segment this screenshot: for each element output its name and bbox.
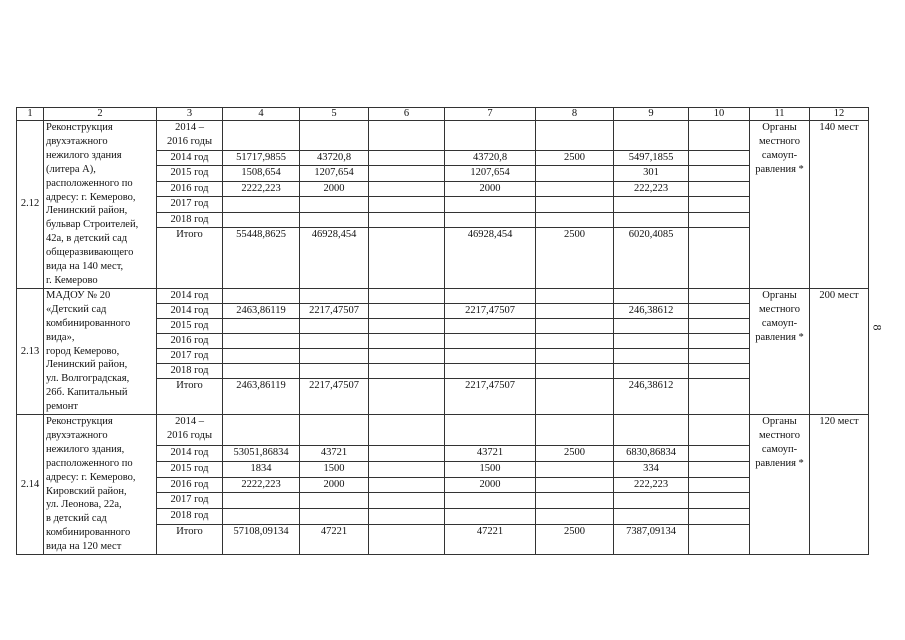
value-cell-8 xyxy=(536,461,614,477)
value-cell-5: 43720,8 xyxy=(300,150,369,166)
description-line: 42а, в детский сад xyxy=(46,233,128,245)
value-cell-9 xyxy=(614,415,689,446)
value-cell-4: 2463,86119 xyxy=(223,378,300,414)
value-cell-7 xyxy=(445,197,536,213)
value-cell-6 xyxy=(369,288,445,303)
description-line: Ленинский район, xyxy=(46,359,128,371)
value-cell-5 xyxy=(300,333,369,348)
value-cell-8 xyxy=(536,333,614,348)
value-cell-6 xyxy=(369,333,445,348)
item-number: 2.13 xyxy=(17,288,44,414)
value-cell-8: 2500 xyxy=(536,525,614,555)
description-line: вида на 140 мест, xyxy=(46,261,124,273)
value-cell-7 xyxy=(445,415,536,446)
value-cell-5: 2217,47507 xyxy=(300,378,369,414)
period-cell: 2014 – 2016 годы xyxy=(157,415,223,446)
table-row xyxy=(17,288,869,303)
value-cell-9 xyxy=(614,493,689,509)
value-cell-7: 1500 xyxy=(445,461,536,477)
description-line: нежилого здания xyxy=(46,149,122,161)
value-cell-6 xyxy=(369,493,445,509)
value-cell-6 xyxy=(369,348,445,363)
authority-line: равления * xyxy=(755,457,804,469)
value-cell-8 xyxy=(536,121,614,151)
value-cell-5 xyxy=(300,363,369,378)
value-cell-9 xyxy=(614,212,689,228)
value-cell-5: 2000 xyxy=(300,477,369,493)
value-cell-9 xyxy=(614,197,689,213)
period-cell: 2016 год xyxy=(157,477,223,493)
value-cell-7 xyxy=(445,348,536,363)
period-cell: 2018 год xyxy=(157,363,223,378)
period-cell: 2014 год xyxy=(157,445,223,461)
value-cell-10 xyxy=(689,197,750,213)
table-row xyxy=(17,415,869,446)
period-cell: Итого xyxy=(157,378,223,414)
value-cell-10 xyxy=(689,378,750,414)
value-cell-8 xyxy=(536,197,614,213)
object-description xyxy=(44,121,157,289)
value-cell-8 xyxy=(536,348,614,363)
authority-line: местного xyxy=(759,135,800,147)
capacity-cell: 120 мест xyxy=(810,415,869,555)
description-line: общеразвивающего xyxy=(46,247,134,259)
column-number: 10 xyxy=(689,108,750,121)
value-cell-10 xyxy=(689,121,750,151)
description-line: комбинированного xyxy=(46,317,131,329)
authority-line: Органы xyxy=(762,289,797,301)
value-cell-10 xyxy=(689,525,750,555)
description-line: ул. Леонова, 22а, xyxy=(46,499,122,511)
value-cell-5 xyxy=(300,509,369,525)
responsible-authority xyxy=(750,121,810,289)
period-cell: 2018 год xyxy=(157,509,223,525)
value-cell-9: 5497,1855 xyxy=(614,150,689,166)
description-line: 26б. Капитальный xyxy=(46,387,128,399)
value-cell-10 xyxy=(689,166,750,182)
period-cell: 2014 – 2016 годы xyxy=(157,121,223,151)
responsible-authority xyxy=(750,288,810,414)
value-cell-6 xyxy=(369,197,445,213)
value-cell-6 xyxy=(369,378,445,414)
period-cell: 2014 год xyxy=(157,303,223,318)
value-cell-9: 222,223 xyxy=(614,181,689,197)
value-cell-5 xyxy=(300,318,369,333)
value-cell-9: 246,38612 xyxy=(614,378,689,414)
value-cell-8: 2500 xyxy=(536,228,614,288)
value-cell-7: 2217,47507 xyxy=(445,378,536,414)
value-cell-10 xyxy=(689,415,750,446)
description-line: вида», xyxy=(46,331,75,343)
value-cell-6 xyxy=(369,318,445,333)
value-cell-9: 6830,86834 xyxy=(614,445,689,461)
value-cell-9 xyxy=(614,363,689,378)
value-cell-5 xyxy=(300,288,369,303)
description-line: вида на 120 мест xyxy=(46,541,122,553)
value-cell-6 xyxy=(369,509,445,525)
column-number: 9 xyxy=(614,108,689,121)
value-cell-4: 51717,9855 xyxy=(223,150,300,166)
description-line: Реконструкция xyxy=(46,416,113,428)
value-cell-9 xyxy=(614,333,689,348)
value-cell-7 xyxy=(445,121,536,151)
period-cell: 2015 год xyxy=(157,318,223,333)
value-cell-4 xyxy=(223,415,300,446)
value-cell-4: 57108,09134 xyxy=(223,525,300,555)
column-number: 6 xyxy=(369,108,445,121)
value-cell-6 xyxy=(369,181,445,197)
description-line: Реконструкция xyxy=(46,122,113,133)
value-cell-5: 1207,654 xyxy=(300,166,369,182)
value-cell-8 xyxy=(536,181,614,197)
value-cell-5 xyxy=(300,415,369,446)
value-cell-6 xyxy=(369,363,445,378)
period-cell: 2017 год xyxy=(157,197,223,213)
period-cell: 2014 год xyxy=(157,288,223,303)
value-cell-4 xyxy=(223,197,300,213)
value-cell-10 xyxy=(689,509,750,525)
value-cell-6 xyxy=(369,303,445,318)
value-cell-4: 55448,8625 xyxy=(223,228,300,288)
value-cell-8 xyxy=(536,288,614,303)
value-cell-8: 2500 xyxy=(536,445,614,461)
column-number: 12 xyxy=(810,108,869,121)
value-cell-7: 2000 xyxy=(445,181,536,197)
period-cell: 2017 год xyxy=(157,348,223,363)
period-cell: 2018 год xyxy=(157,212,223,228)
value-cell-9: 7387,09134 xyxy=(614,525,689,555)
value-cell-10 xyxy=(689,363,750,378)
value-cell-10 xyxy=(689,333,750,348)
authority-line: равления * xyxy=(755,163,804,175)
value-cell-10 xyxy=(689,303,750,318)
value-cell-5 xyxy=(300,493,369,509)
value-cell-8 xyxy=(536,477,614,493)
description-line: комбинированного xyxy=(46,527,131,539)
period-cell: 2016 год xyxy=(157,181,223,197)
value-cell-5 xyxy=(300,348,369,363)
value-cell-7 xyxy=(445,333,536,348)
period-cell: Итого xyxy=(157,525,223,555)
value-cell-5 xyxy=(300,197,369,213)
value-cell-6 xyxy=(369,415,445,446)
column-number-row xyxy=(17,108,869,121)
value-cell-5: 43721 xyxy=(300,445,369,461)
description-line: двухэтажного xyxy=(46,429,108,441)
value-cell-4 xyxy=(223,288,300,303)
value-cell-8 xyxy=(536,493,614,509)
value-cell-7 xyxy=(445,288,536,303)
description-line: г. Кемерово xyxy=(46,274,98,286)
value-cell-5 xyxy=(300,121,369,151)
capacity-cell: 140 мест xyxy=(810,121,869,289)
value-cell-9: 246,38612 xyxy=(614,303,689,318)
description-line: бульвар Строителей, xyxy=(46,219,139,231)
value-cell-4 xyxy=(223,363,300,378)
value-cell-6 xyxy=(369,150,445,166)
value-cell-10 xyxy=(689,445,750,461)
value-cell-5: 46928,454 xyxy=(300,228,369,288)
value-cell-8 xyxy=(536,303,614,318)
capacity-cell: 200 мест xyxy=(810,288,869,414)
description-line: (литера А), xyxy=(46,163,96,175)
table-row xyxy=(17,121,869,151)
authority-line: самоуп- xyxy=(761,443,798,455)
period-cell: 2015 год xyxy=(157,461,223,477)
value-cell-7 xyxy=(445,509,536,525)
authority-line: местного xyxy=(759,429,800,441)
column-number: 4 xyxy=(223,108,300,121)
value-cell-5 xyxy=(300,212,369,228)
authority-line: местного xyxy=(759,303,800,315)
value-cell-6 xyxy=(369,525,445,555)
value-cell-7 xyxy=(445,212,536,228)
value-cell-4 xyxy=(223,348,300,363)
description-line: в детский сад xyxy=(46,513,107,525)
value-cell-9 xyxy=(614,348,689,363)
value-cell-4 xyxy=(223,509,300,525)
column-number: 3 xyxy=(157,108,223,121)
value-cell-6 xyxy=(369,166,445,182)
value-cell-4: 53051,86834 xyxy=(223,445,300,461)
description-line: город Кемерово, xyxy=(46,345,120,357)
value-cell-6 xyxy=(369,121,445,151)
description-line: Ленинский район, xyxy=(46,205,128,217)
value-cell-4 xyxy=(223,318,300,333)
authority-line: самоуп- xyxy=(761,149,798,161)
period-cell: Итого xyxy=(157,228,223,288)
value-cell-6 xyxy=(369,445,445,461)
description-line: МАДОУ № 20 xyxy=(46,289,111,301)
value-cell-9 xyxy=(614,509,689,525)
value-cell-9: 301 xyxy=(614,166,689,182)
object-description xyxy=(44,288,157,414)
period-cell: 2016 год xyxy=(157,333,223,348)
value-cell-5: 47221 xyxy=(300,525,369,555)
responsible-authority xyxy=(750,415,810,555)
column-number: 2 xyxy=(44,108,157,121)
value-cell-10 xyxy=(689,348,750,363)
period-cell: 2017 год xyxy=(157,493,223,509)
object-description xyxy=(44,415,157,555)
value-cell-4: 2222,223 xyxy=(223,477,300,493)
value-cell-4: 1508,654 xyxy=(223,166,300,182)
period-cell: 2014 год xyxy=(157,150,223,166)
value-cell-6 xyxy=(369,461,445,477)
description-line: ремонт xyxy=(46,401,79,413)
value-cell-6 xyxy=(369,212,445,228)
column-number: 8 xyxy=(536,108,614,121)
value-cell-4: 1834 xyxy=(223,461,300,477)
value-cell-5: 2000 xyxy=(300,181,369,197)
value-cell-9: 6020,4085 xyxy=(614,228,689,288)
value-cell-8 xyxy=(536,378,614,414)
item-number: 2.12 xyxy=(17,121,44,289)
value-cell-7: 43720,8 xyxy=(445,150,536,166)
description-line: нежилого здания, xyxy=(46,443,125,455)
value-cell-5: 1500 xyxy=(300,461,369,477)
column-number: 11 xyxy=(750,108,810,121)
value-cell-10 xyxy=(689,181,750,197)
value-cell-8 xyxy=(536,318,614,333)
value-cell-10 xyxy=(689,228,750,288)
value-cell-8 xyxy=(536,509,614,525)
value-cell-6 xyxy=(369,228,445,288)
period-cell: 2015 год xyxy=(157,166,223,182)
value-cell-8 xyxy=(536,212,614,228)
value-cell-9 xyxy=(614,288,689,303)
authority-line: самоуп- xyxy=(761,317,798,329)
value-cell-10 xyxy=(689,477,750,493)
value-cell-8 xyxy=(536,363,614,378)
value-cell-7: 43721 xyxy=(445,445,536,461)
value-cell-10 xyxy=(689,288,750,303)
column-number: 7 xyxy=(445,108,536,121)
value-cell-7 xyxy=(445,363,536,378)
value-cell-7 xyxy=(445,318,536,333)
value-cell-9: 222,223 xyxy=(614,477,689,493)
value-cell-7 xyxy=(445,493,536,509)
value-cell-9 xyxy=(614,121,689,151)
description-line: ул. Волгоградская, xyxy=(46,373,130,385)
page-number: 8 xyxy=(870,324,885,331)
value-cell-8 xyxy=(536,415,614,446)
program-table xyxy=(16,107,869,555)
description-line: двухэтажного xyxy=(46,135,108,147)
authority-line: Органы xyxy=(762,416,797,428)
description-line: Кировский район, xyxy=(46,485,127,497)
value-cell-7: 2217,47507 xyxy=(445,303,536,318)
value-cell-8 xyxy=(536,166,614,182)
value-cell-9: 334 xyxy=(614,461,689,477)
description-line: адресу: г. Кемерово, xyxy=(46,471,136,483)
value-cell-7: 2000 xyxy=(445,477,536,493)
value-cell-10 xyxy=(689,493,750,509)
value-cell-6 xyxy=(369,477,445,493)
value-cell-7: 47221 xyxy=(445,525,536,555)
column-number: 5 xyxy=(300,108,369,121)
value-cell-5: 2217,47507 xyxy=(300,303,369,318)
value-cell-4 xyxy=(223,121,300,151)
description-line: «Детский сад xyxy=(46,303,107,315)
value-cell-4 xyxy=(223,212,300,228)
item-number: 2.14 xyxy=(17,415,44,555)
authority-line: Органы xyxy=(762,122,797,133)
authority-line: равления * xyxy=(755,331,804,343)
value-cell-10 xyxy=(689,318,750,333)
value-cell-10 xyxy=(689,150,750,166)
value-cell-4 xyxy=(223,333,300,348)
value-cell-7: 1207,654 xyxy=(445,166,536,182)
value-cell-7: 46928,454 xyxy=(445,228,536,288)
description-line: адресу: г. Кемерово, xyxy=(46,191,136,203)
column-number: 1 xyxy=(17,108,44,121)
value-cell-4: 2222,223 xyxy=(223,181,300,197)
value-cell-10 xyxy=(689,212,750,228)
value-cell-10 xyxy=(689,461,750,477)
value-cell-8: 2500 xyxy=(536,150,614,166)
value-cell-9 xyxy=(614,318,689,333)
value-cell-4 xyxy=(223,493,300,509)
value-cell-4: 2463,86119 xyxy=(223,303,300,318)
description-line: расположенного по xyxy=(46,177,133,189)
description-line: расположенного по xyxy=(46,457,133,469)
